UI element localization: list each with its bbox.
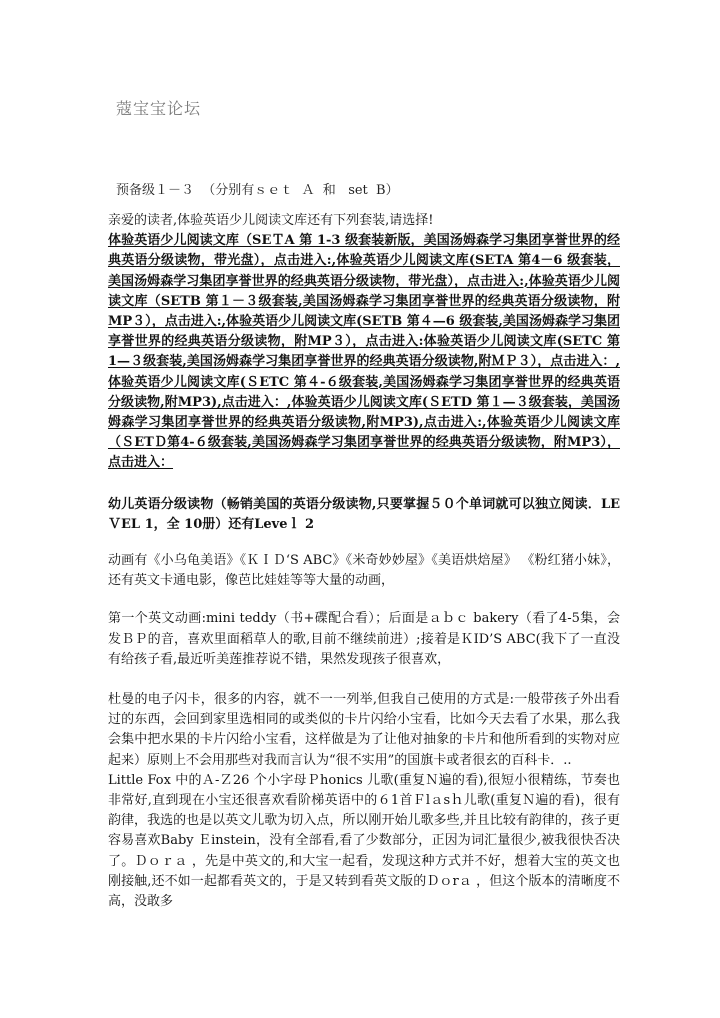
graded-readers-heading: 幼儿英语分级读物（畅销美国的英语分级读物,只要掌握５０个单词就可以独立阅读．LEＶEL 1，全 10册）还有Leveｌ 2 — [108, 496, 620, 532]
series-links[interactable]: 体验英语少儿阅读文库（SEＴA 第 1-3 级套装新版，美国汤姆森学习集团享誉世界的经典英语分级读物，带光盘），点击进入:‎,体验英语少儿阅读文库(SETA 第4－6 级套装，美国汤姆森学习集团享誉世界的经典英语分级读物，带光盘），点击进入:‎,体验英语少儿阅读文库（SETB 第１－３级套装,美国汤姆森学习集团享誉世界的经典英语分级读物，附 MP３），点击进入:‎,体验英语少儿阅读文库(SETB 第４—6 级套装,美国汤姆森学习集团享誉世界的经典英语分级读物，附MP３），点击进入:‎体验英语少儿阅读文库(SETC 第 1—３级套装,美国汤姆森学习集团享誉世界的经典英语分级读物,附ＭＰ３），点击进入：,体验英语少儿阅读文库(ＳETC 第４-６级套装,美国汤姆森学习集团享誉世界的经典英语分级读物,附MP3),点击进入：,体验英语少儿阅读文库(ＳETD 第１—３级套装，美国汤姆森学习集团享誉世界的经典英语分级读物,附MP3),点击进入:,体验英语少儿阅读文库（ＳETＤ第4-６级套装,美国汤姆森学习集团享誉世界的经典英语分级读物，附MP3），点击进入： — [108, 233, 620, 471]
intro-text: 亲爱的读者,体验英语少儿阅读文库还有下列套装,请选择! — [108, 213, 434, 228]
site-title: 蔻宝宝论坛 — [116, 99, 202, 118]
phonics-paragraph: ‎Little Fox 中的Ａ-Ｚ26 个小字母Ｐhonics 儿歌(重复Ｎ遍的看),很短小很精练，节奏也非常好,直到现在小宝还很喜欢看‎阶梯英语中的６1首Ｆlａsｈ儿歌(重复Ｎ遍的看)，很有韵律，我选的也是以英文儿歌为切入点，所以刚开始儿歌多些,并且比较有韵律的，孩子更容易喜欢‎‎Baby Ｅinstein，没有全部看,看了少数部分，正因为词汇量很少,被我很快否决了。‎‎Ｄｏｒａ ，先是中英文的,和大宝一起看，发现这种方式并不好，想着大宝的英文也刚接触,还不如一起都看英文的，于是又转到看英文版的Ｄｏrａ ，但这个版本的清晰度不高，没敢多 — [108, 772, 620, 910]
level-heading: 预备级１－３ （分别有ｓｅｔ Ａ 和 set B） — [116, 183, 399, 198]
article-body — [108, 211, 620, 912]
animation-paragraph: 动画有《小乌龟美语》《ＫＩＤ‘S ABC》《米奇妙妙屋》《美语烘焙屋》 《粉红猪小妹》，还有英文卡通电影，像芭比娃娃等等大量的动画， — [108, 553, 620, 589]
first-animation-paragraph: 第一个英文动画:mini teddy（书+碟配合看）；后面是ａｂｃ bakery（看了4-5集，会发ＢＰ的音，喜欢里面稻草人的歌,目前不继续前进）;接着是ＫID’S ABC(我下了一直没有给孩子看,最近听美莲推荐说不错，果然发现孩子很喜欢， — [108, 611, 620, 667]
flashcard-paragraph: 杜曼的电子闪卡，很多的内容，就不一一列举,但我自己使用的方式是:一般带孩子外出看过的东西，会回到家里选相同的或类似的卡片闪给小宝看，比如今天去看了水果，那么我会集中把水果的卡片闪给小宝看，这样做是为了让他对抽象的卡片和他所看到的实物对应起来）原则上不会用那些对我而言认为“很不实用”的国旗卡或者很玄的百科卡．.. — [108, 692, 620, 768]
